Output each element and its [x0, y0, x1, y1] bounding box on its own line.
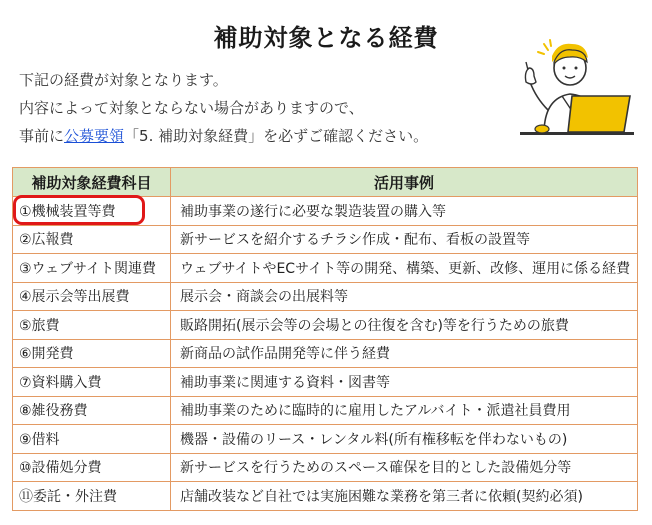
row-category: ⑩設備処分費 — [13, 453, 171, 482]
row-example: 新サービスを行うためのスペース確保を目的とした設備処分等 — [171, 453, 638, 482]
row-example: 新商品の試作品開発等に伴う経費 — [171, 339, 638, 368]
table-row — [13, 311, 638, 340]
row-example: 補助事業の遂行に必要な製造装置の購入等 — [171, 197, 638, 226]
row-category: ②広報費 — [13, 225, 171, 254]
row-example: 補助事業に関連する資料・図書等 — [171, 368, 638, 397]
intro-line-3-prefix: 事前に — [19, 127, 65, 145]
row-category: ⑦資料購入費 — [13, 368, 171, 397]
intro-line-3-suffix: 「5. 補助対象経費」を必ずご確認ください。 — [124, 127, 429, 145]
row-category: ⑨借料 — [13, 425, 171, 454]
row-example: 補助事業のために臨時的に雇用したアルバイト・派遣社員費用 — [171, 396, 638, 425]
page-title: 補助対象となる経費 — [213, 24, 439, 52]
row-example: 機器・設備のリース・レンタル料(所有権移転を伴わないもの) — [171, 425, 638, 454]
row-category: ⑥開発費 — [13, 339, 171, 368]
table-row — [13, 368, 638, 397]
row-example: 展示会・商談会の出展料等 — [171, 282, 638, 311]
table-row — [13, 339, 638, 368]
row-category: ⑪委託・外注費 — [13, 482, 171, 511]
row-example: 販路開拓(展示会等の会場との往復を含む)等を行うための旅費 — [171, 311, 638, 340]
row-category: ③ウェブサイト関連費 — [13, 254, 171, 283]
header-category: 補助対象経費科目 — [13, 168, 171, 197]
row-category: ⑧雑役務費 — [13, 396, 171, 425]
table-row — [13, 425, 638, 454]
row-example: 店舗改装など自社では実施困難な業務を第三者に依頼(契約必須) — [171, 482, 638, 511]
row-example: ウェブサイトやECサイト等の開発、構築、更新、改修、運用に係る経費 — [171, 254, 638, 283]
row-category: ⑤旅費 — [13, 311, 171, 340]
table-row — [13, 282, 638, 311]
table-row — [13, 225, 638, 254]
row-category: ①機械装置等費 — [13, 197, 171, 226]
table-header-row — [13, 168, 638, 197]
row-category: ④展示会等出展費 — [13, 282, 171, 311]
guideline-link[interactable]: 公募要領 — [64, 127, 125, 145]
intro-line-1: 下記の経費が対象となります。 — [19, 71, 228, 89]
highlight-box — [13, 195, 145, 225]
intro-text — [19, 66, 428, 150]
intro-line-2: 内容によって対象とならない場合がありますので、 — [19, 99, 364, 117]
table-row — [13, 482, 638, 511]
table-row — [13, 396, 638, 425]
table-row — [13, 453, 638, 482]
row-example: 新サービスを紹介するチラシ作成・配布、看板の設置等 — [171, 225, 638, 254]
header-example: 活用事例 — [171, 168, 638, 197]
person-with-laptop-icon — [498, 36, 640, 146]
table-row — [13, 254, 638, 283]
intro-line-3 — [19, 122, 428, 150]
